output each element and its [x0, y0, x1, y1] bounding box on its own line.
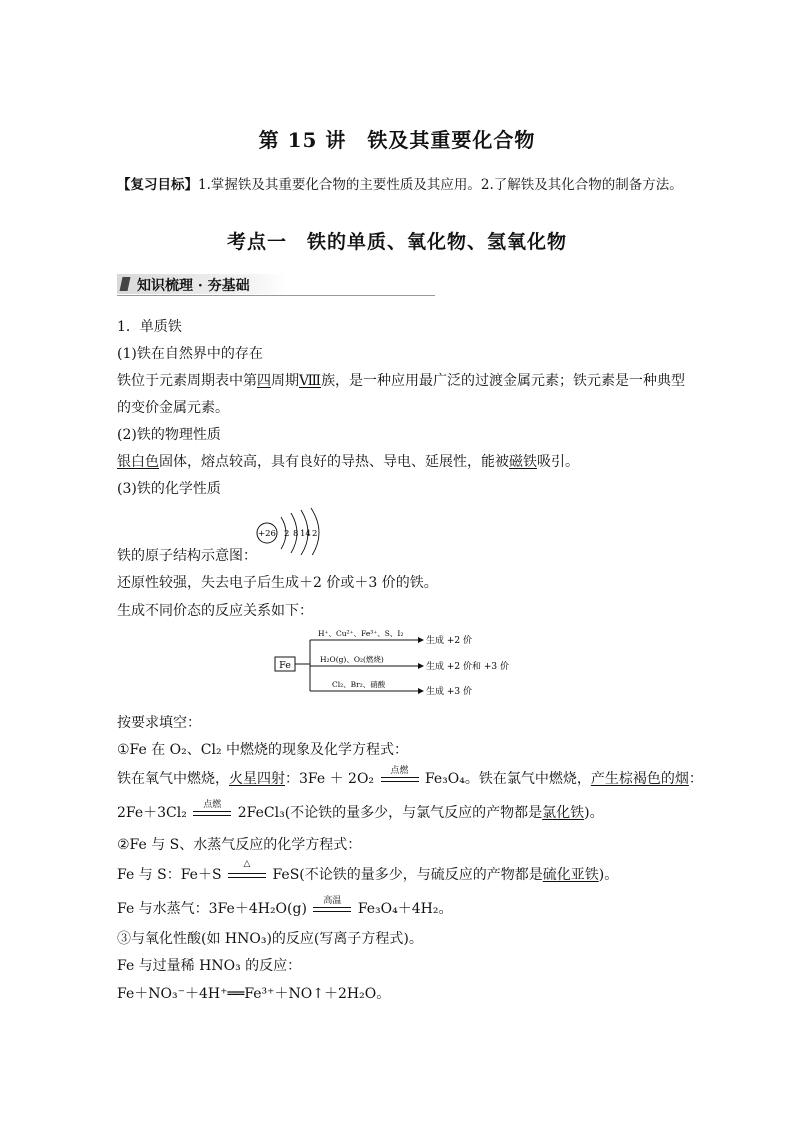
section-header	[117, 274, 435, 296]
reaction-equals-high-temp: 高温	[313, 902, 351, 916]
reaction-equals-ignite-2: 点燃	[193, 806, 231, 820]
branch1-condition: H⁺、Cu²⁺、Fe³⁺、S、I₂	[318, 629, 404, 638]
paragraph-position: 铁位于元素周期表中第四周期Ⅷ族，是一种应用最广泛的过渡金属元素；铁元素是一种典型	[117, 373, 686, 389]
q3-ionic-equation: Fe＋NO₃⁻＋4H⁺══Fe³⁺＋NO↑＋2H₂O。	[117, 986, 391, 1002]
heading-iron-element: 1．单质铁	[117, 319, 182, 335]
q1-answer-line2: 2Fe＋3Cl₂ 点燃 2FeCl₃(不论铁的量多少，与氯气反应的产物都是氯化铁)。	[117, 800, 604, 821]
section-header-rule	[117, 295, 435, 296]
shell-electrons-4: 2	[312, 529, 318, 539]
shell-electrons-1: 2	[284, 529, 290, 539]
branch3-result: 生成 +3 价	[426, 687, 472, 697]
answer-color: 银白色	[117, 454, 159, 470]
sub-physical: (2)铁的物理性质	[117, 427, 221, 443]
answer-period: 四	[257, 373, 271, 389]
shell-electrons-2: 8	[293, 529, 299, 539]
paragraph-physical: 银白色固体，熔点较高，具有良好的导热、导电、延展性，能被磁铁吸引。	[117, 454, 579, 470]
answer-magnet: 磁铁	[509, 454, 537, 470]
branch2-condition: H₂O(g)、O₂(燃烧)	[320, 655, 384, 664]
branch2-result: 生成 +2 价和 +3 价	[426, 662, 509, 672]
question-1: ①Fe 在 O₂、Cl₂ 中燃烧的现象及化学方程式：	[117, 742, 409, 758]
answer-sparks: 火星四射	[229, 771, 285, 787]
atom-structure-diagram	[255, 505, 325, 555]
goal-label: 【复习目标】	[117, 177, 198, 193]
goal-text: 1.掌握铁及其重要化合物的主要性质及其应用。2.了解铁及其化合物的制备方法。	[198, 177, 683, 193]
answer-ferrous-sulfide: 硫化亚铁	[542, 867, 599, 883]
answer-group: Ⅷ	[299, 373, 322, 389]
answer-ferric-chloride: 氯化铁	[542, 805, 585, 821]
paragraph-position-cont: 的变价金属元素。	[117, 400, 229, 416]
page-title: 第 15 讲 铁及其重要化合物	[258, 128, 536, 152]
q3-subject: Fe 与过量稀 HNO₃ 的反应：	[117, 958, 302, 974]
reaction-equals-ignite: 点燃	[381, 772, 419, 786]
paragraph-reducing: 还原性较强，失去电子后生成＋2 价或＋3 价的铁。	[117, 575, 438, 591]
q1-answer-line1: 铁在氧气中燃烧，火星四射：3Fe ＋ 2O₂ 点燃 Fe₃O₄。铁在氯气中燃烧，产生棕褐色的烟：	[117, 766, 703, 787]
answer-brown-smoke: 产生棕褐色的烟	[590, 771, 689, 787]
fe-label: Fe	[279, 660, 291, 671]
sub-chemical: (3)铁的化学性质	[117, 481, 221, 497]
reaction-equals-heat: △	[228, 868, 266, 882]
shell-electrons-3: 14	[300, 529, 311, 539]
branch1-result: 生成 +2 价	[426, 636, 472, 646]
atom-label: 铁的原子结构示意图：	[117, 548, 257, 564]
q2-answer-steam: Fe 与水蒸气：3Fe＋4H₂O(g) 高温 Fe₃O₄＋4H₂。	[117, 896, 453, 917]
branch3-condition: Cl₂、Br₂、硝酸	[332, 680, 386, 689]
q2-answer-sulfur: Fe 与 S：Fe＋S △ FeS(不论铁的量多少，与硫反应的产物都是硫化亚铁)。	[117, 859, 619, 883]
reaction-relation-diagram	[270, 623, 540, 699]
question-2: ②Fe 与 S、水蒸气反应的化学方程式：	[117, 837, 362, 853]
fill-instruction: 按要求填空：	[117, 715, 201, 731]
section-title: 考点一 铁的单质、氧化物、氢氧化物	[226, 231, 567, 253]
review-goals	[117, 173, 683, 193]
paragraph-relations: 生成不同价态的反应关系如下：	[117, 603, 313, 619]
nucleus-charge: +26	[258, 529, 276, 539]
section-header-label: 知识梳理 · 夯基础	[137, 278, 250, 294]
sub-existence: (1)铁在自然界中的存在	[117, 346, 263, 362]
question-3: ③与氧化性酸(如 HNO₃)的反应(写离子方程式)。	[117, 931, 423, 947]
